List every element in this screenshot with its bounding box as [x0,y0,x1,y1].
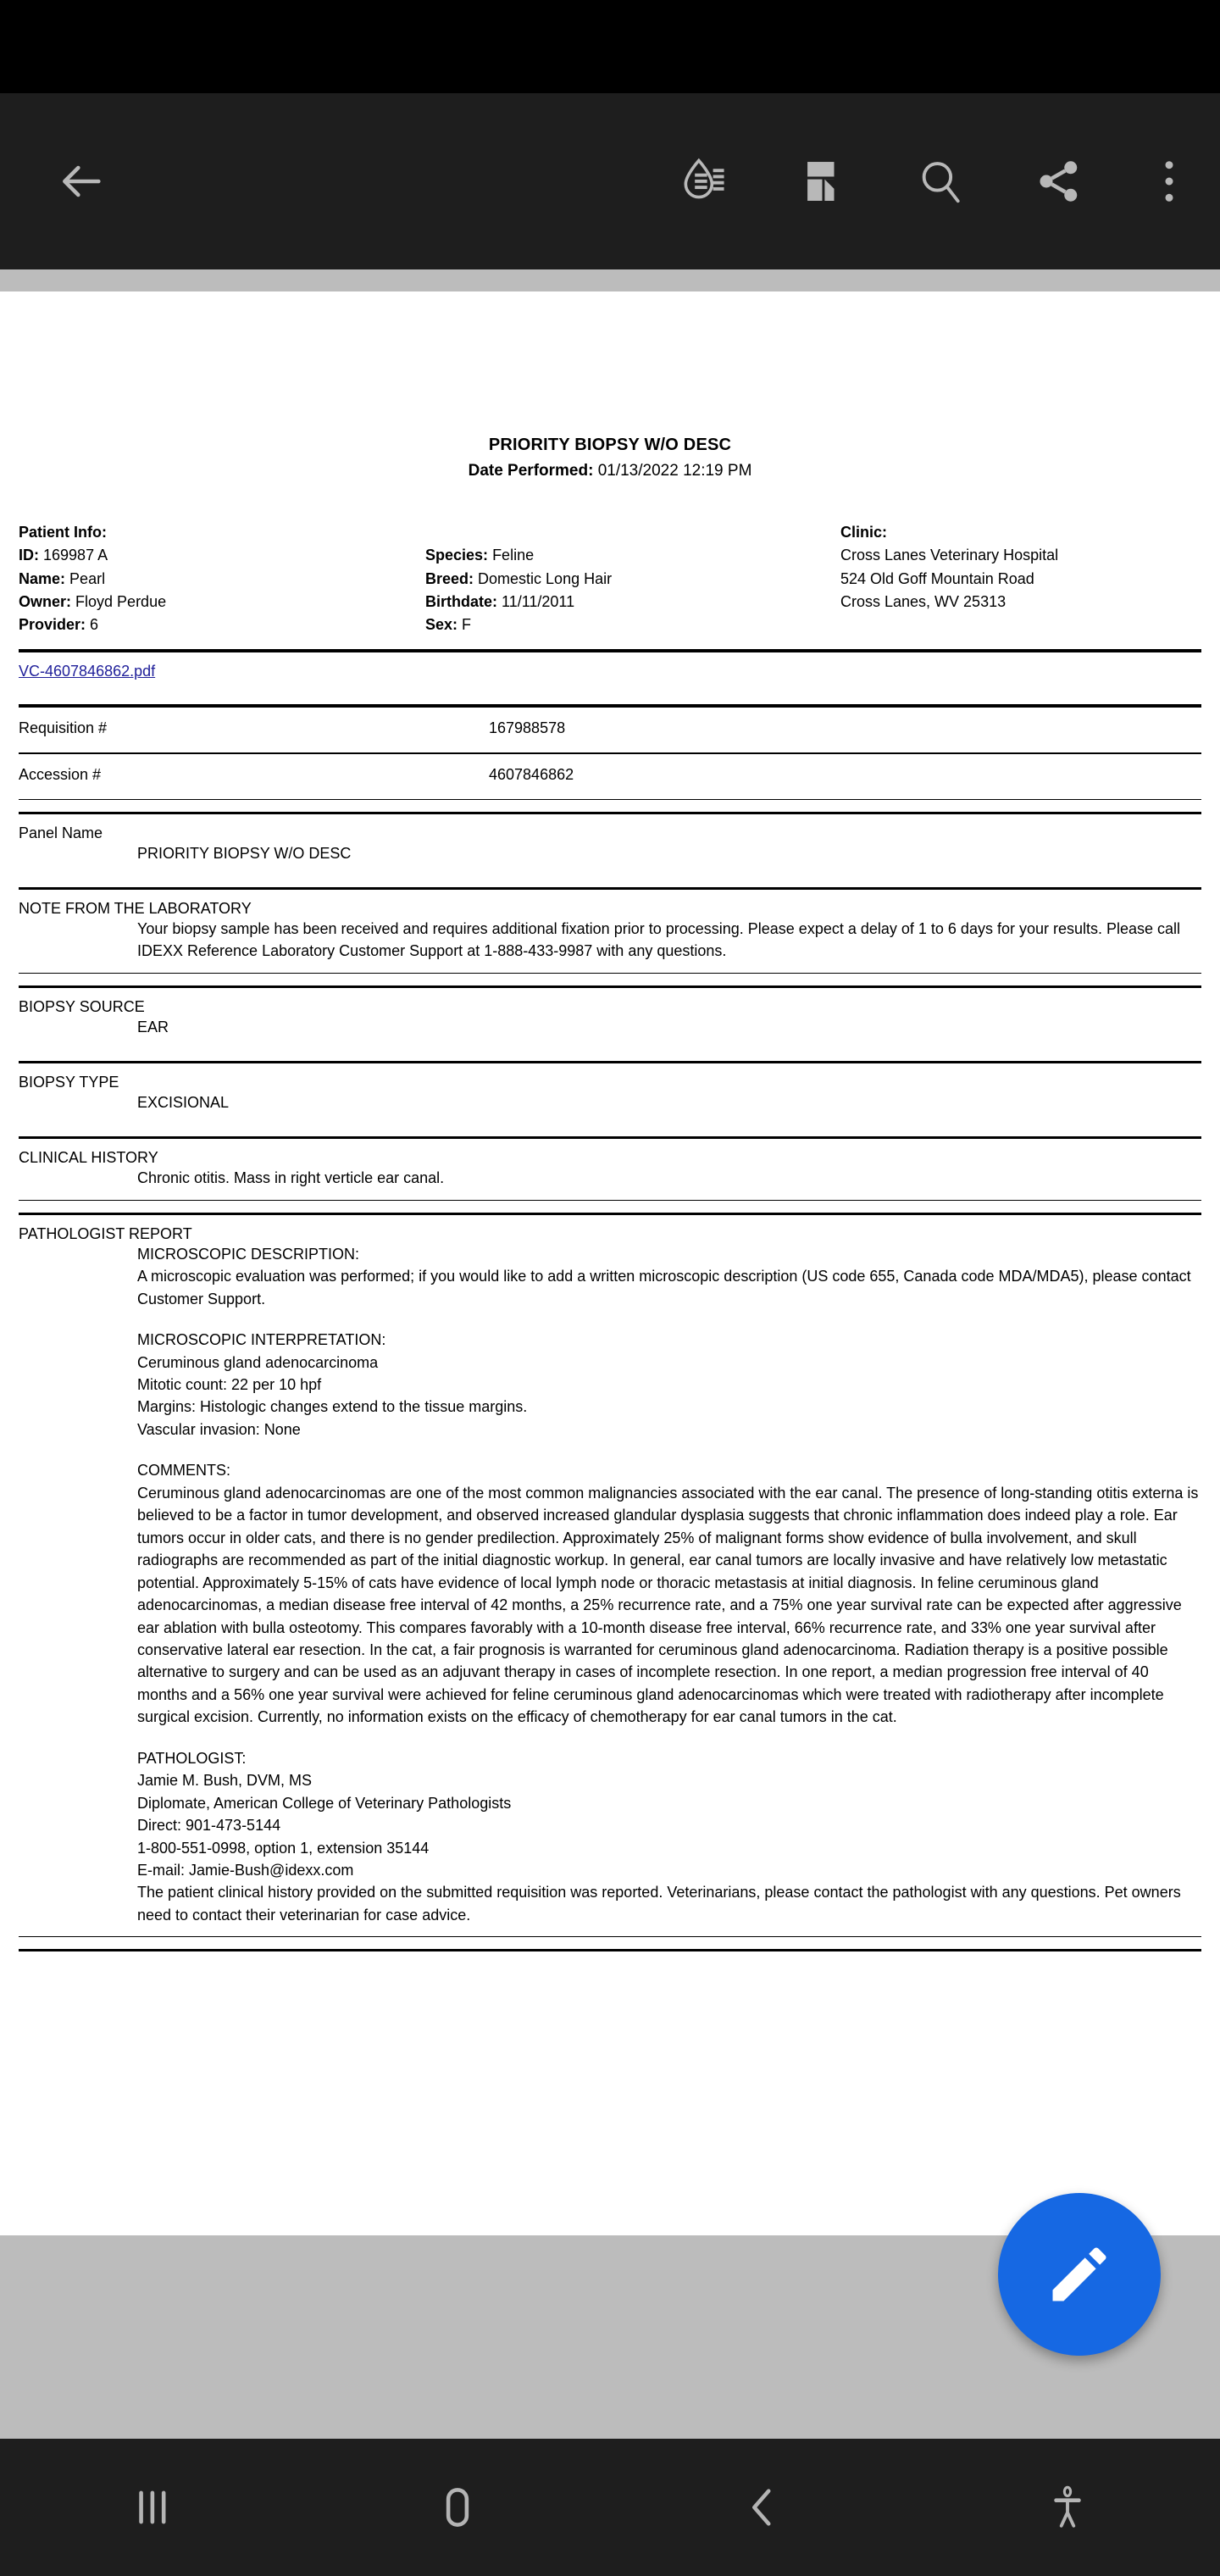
home-button[interactable] [305,2483,610,2532]
share-button[interactable] [1000,156,1118,207]
spacer [19,1310,1201,1329]
divider [19,1200,1201,1201]
comments-title: COMMENTS: [137,1462,230,1480]
lab-note-title: NOTE FROM THE LABORATORY [19,899,252,917]
accession-value: 4607846862 [489,765,574,783]
sex-label: Sex: [425,616,458,634]
crop-page-icon [797,157,846,206]
patient-provider-label: Provider: [19,616,86,634]
clinical-history-value: Chronic otitis. Mass in right verticle ear canal. [137,1169,445,1186]
breed-value: Domestic Long Hair [478,569,613,587]
microscopic-interpretation-line-2: Mitotic count: 22 per 10 hpf [137,1375,322,1393]
patient-owner-value: Floyd Perdue [75,593,167,611]
back-button[interactable] [0,154,161,208]
patient-id-value: 169987 A [43,547,108,564]
pathologist-report-title: PATHOLOGIST REPORT [19,1224,192,1242]
search-button[interactable] [881,155,1000,208]
back-icon [738,2483,787,2532]
pathologist-credential: Diplomate, American College of Veterinary Pathologists [137,1794,512,1812]
scroll-track-band [0,269,1220,291]
document-page [0,291,1220,2235]
lab-note-section [19,890,1201,973]
clinic-line-1: Cross Lanes Veterinary Hospital [840,547,1059,564]
pdf-attachment-link[interactable]: VC-4607846862.pdf [19,662,156,680]
requisition-label: Requisition # [19,719,108,736]
date-performed-label: Date Performed: [468,462,594,480]
birthdate-value: 11/11/2011 [502,593,575,611]
patient-name-row [19,568,425,591]
contrast-button[interactable] [644,155,762,208]
clinical-history-title: CLINICAL HISTORY [19,1148,158,1166]
system-nav-bar [0,2439,1220,2576]
patient-name-value: Pearl [69,569,106,587]
pathologist-email: E-mail: Jamie-Bush@idexx.com [137,1862,354,1879]
patient-info-column [19,521,425,637]
page-title: PRIORITY BIOPSY W/O DESC [488,436,732,454]
animal-info-column [425,521,840,637]
info-grid [19,521,1201,637]
requisition-value: 167988578 [489,719,566,736]
pathologist-report-section [19,1215,1201,1937]
patient-info-heading: Patient Info: [19,524,107,541]
edit-pencil-icon [1044,2239,1115,2310]
birthdate-label: Birthdate: [425,593,497,611]
species-value: Feline [492,547,535,564]
patient-owner-row [19,591,425,613]
contrast-drop-icon [677,155,729,208]
sex-row [425,613,840,636]
species-row [425,544,840,567]
recent-apps-button[interactable] [0,2483,305,2532]
patient-provider-row [19,613,425,636]
clinic-column [840,521,1201,637]
status-bar [0,0,1220,93]
edit-fab-button[interactable] [998,2193,1161,2356]
clinical-history-section [19,1139,1201,1200]
species-label: Species: [425,547,489,564]
breed-label: Breed: [425,569,474,587]
sex-value: F [462,616,472,634]
app-toolbar [0,93,1220,269]
accessibility-button[interactable] [915,2483,1220,2532]
microscopic-description-title: MICROSCOPIC DESCRIPTION: [137,1245,360,1263]
microscopic-description-body: A microscopic evaluation was performed; if you would like to add a written microscopic description (US code 655, Canada code MDA/MDA5), please contact Customer Support. [137,1268,1191,1307]
patient-owner-label: Owner: [19,593,72,611]
biopsy-source-title: BIOPSY SOURCE [19,997,145,1015]
accession-label: Accession # [19,765,102,783]
divider [19,1949,1201,1951]
biopsy-type-section [19,1063,1201,1124]
spacer [19,1441,1201,1459]
attachment-row [19,652,1201,692]
comments-body: Ceruminous gland adenocarcinomas are one of the most common malignancies associated with the ear canal. The presence of long-standing otitis externa is believed to be a factor in tumor development, and observed increased glandular dysplasia suggests that chronic inflammation does indeed play a role. Ear tumors occur in older cats, and there is no gender predilection. Approximately 25% of malignant forms show evidence of bulla involvement, and skull radiographs are recommended as part of the initial diagnostic workup. In general, ear canal tumors are locally invasive and have relatively low metastatic potential. Approximately 5-15% of cats have evidence of local lymph node or thoracic metastasis at initial diagnosis. In feline ceruminous gland adenocarcinomas, a median disease free interval of 42 months, a 25% recurrence rate, and a 75% one year survival rate can be expected after aggressive ear ablation with bulla osteotomy. This compares favorably with a 10-month disease free interval, 66% recurrence rate, and 33% one year survival after conservative lateral ear resection. In the cat, a fair prognosis is warranted for ceruminous gland adenocarcinoma. Radiation therapy is a positive possible alternative to surgery and can be used as an adjuvant therapy in cases of incomplete resection. In one report, a median progression free interval of 40 months and a 56% one year survival were achieved for feline ceruminous gland adenocarcinomas which were treated with radiotherapy after incomplete surgical excision. Currently, no information exists on the efficacy of chemotherapy for ear canal tumors in the cat. [137,1484,1199,1726]
table-row [19,754,1201,799]
date-performed [19,462,1201,480]
pathologist-name: Jamie M. Bush, DVM, MS [137,1772,313,1790]
patient-provider-value: 6 [90,616,99,634]
pathologist-toll-free-phone: 1-800-551-0998, option 1, extension 35144 [137,1839,430,1857]
recent-apps-icon [128,2483,177,2532]
pathologist-direct-phone: Direct: 901-473-5144 [137,1817,281,1835]
microscopic-interpretation-line-4: Vascular invasion: None [137,1420,301,1438]
biopsy-type-title: BIOPSY TYPE [19,1073,119,1091]
overflow-menu-icon [1150,156,1189,207]
panel-name-value: PRIORITY BIOPSY W/O DESC [137,844,352,862]
report-disclaimer: The patient clinical history provided on the submitted requisition was reported. Veterinarians, please contact the pathologist with any questions. Pet owners need to contact their veterinarian for case advice. [137,1884,1181,1924]
biopsy-source-section [19,988,1201,1049]
divider [19,1936,1201,1937]
microscopic-interpretation-line-3: Margins: Histologic changes extend to the tissue margins. [137,1398,528,1416]
table-row [19,708,1201,752]
accessibility-icon [1043,2483,1092,2532]
panel-name-title: Panel Name [19,824,103,841]
document-header [19,291,1201,480]
patient-name-label: Name: [19,569,66,587]
panel-name-section [19,814,1201,875]
patient-id-row [19,544,425,567]
back-nav-button[interactable] [610,2483,915,2532]
clinic-line-2: 524 Old Goff Mountain Road [840,569,1034,587]
search-icon [914,155,967,208]
spacer [19,1729,1201,1747]
overflow-menu-button[interactable] [1118,156,1220,207]
patient-id-label: ID: [19,547,39,564]
back-arrow-icon [53,154,108,208]
divider [19,799,1201,800]
home-icon [433,2483,482,2532]
birthdate-row [425,591,840,613]
biopsy-type-value: EXCISIONAL [137,1093,230,1111]
share-icon [1034,156,1084,207]
biopsy-source-value: EAR [137,1018,169,1035]
clinic-line-3: Cross Lanes, WV 25313 [840,593,1006,611]
date-performed-value: 01/13/2022 12:19 PM [597,462,752,480]
crop-page-button[interactable] [762,157,881,206]
clinic-heading: Clinic: [840,524,888,541]
breed-row [425,568,840,591]
microscopic-interpretation-line-1: Ceruminous gland adenocarcinoma [137,1353,379,1371]
microscopic-interpretation-title: MICROSCOPIC INTERPRETATION: [137,1331,386,1349]
lab-note-body: Your biopsy sample has been received and requires additional fixation prior to processing. Please expect a delay of 1 to 6 days for your results. Please call IDEXX Reference Laboratory Customer Support at 1-888-433-9987 with any questions. [137,919,1181,960]
divider [19,973,1201,974]
pathologist-title: PATHOLOGIST: [137,1749,247,1767]
